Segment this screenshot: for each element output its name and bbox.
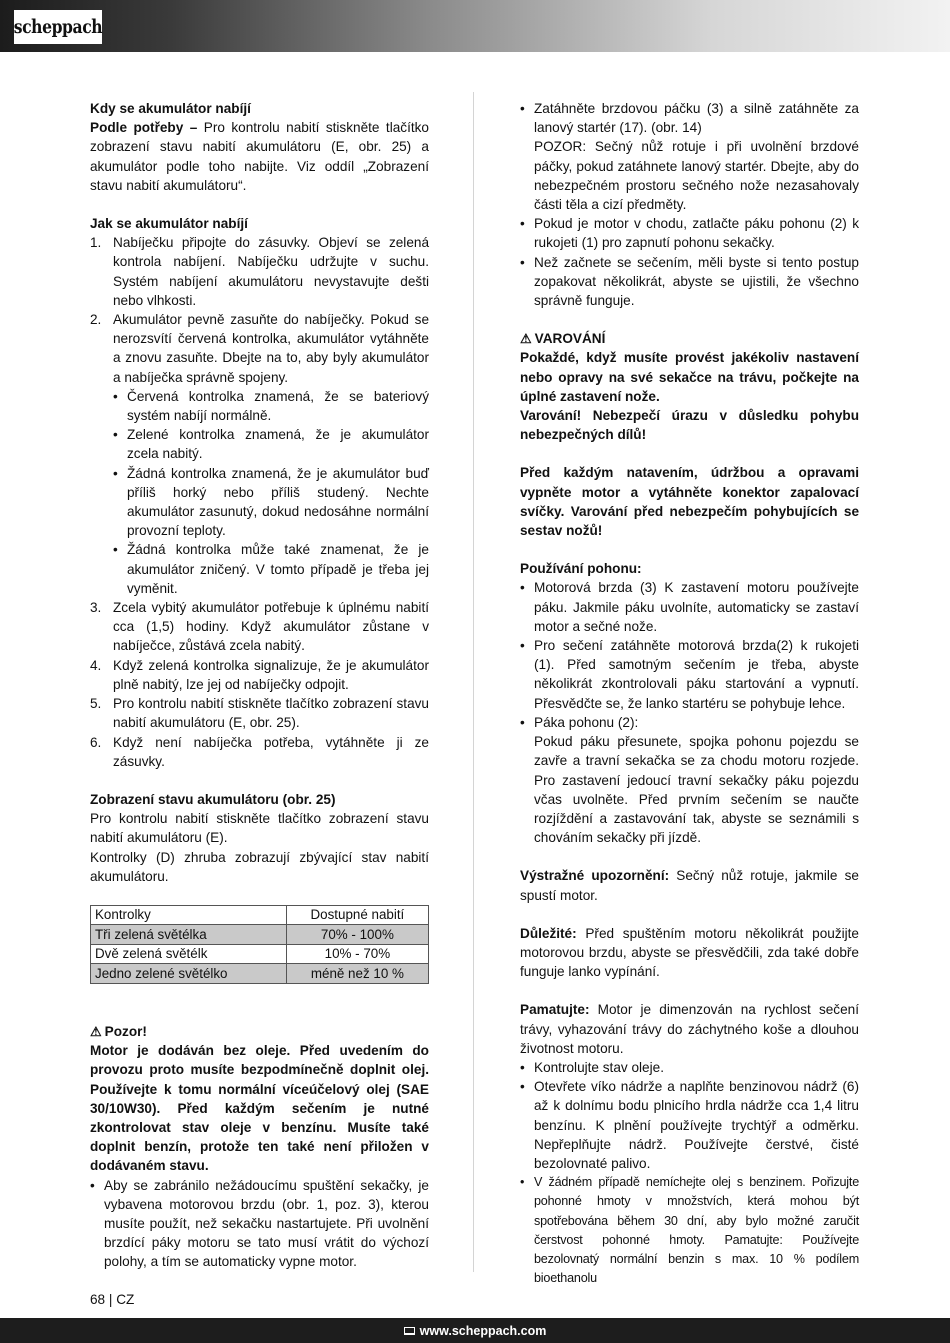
table-header-row bbox=[91, 905, 429, 925]
table-header-cell: Kontrolky bbox=[91, 905, 287, 925]
warning-triangle-icon: ⚠ bbox=[520, 331, 532, 347]
list-item: • Červená kontrolka znamená, že se bateriový systém nabíjí normálně. bbox=[113, 388, 429, 424]
list-item: 5. Pro kontrolu nabití stiskněte tlačítko zobrazení stavu nabití akumulátoru (E, obr. 25). bbox=[90, 696, 429, 731]
website-link[interactable]: www.scheppach.com bbox=[419, 1323, 547, 1338]
caution-heading: ⚠ Pozor! bbox=[90, 1022, 429, 1041]
list-item: 3. Zcela vybitý akumulátor potřebuje k úplnému nabití cca (1,5) hodiny. Když akumulátor zůstane v nabíječce, zůstává zcela nabitý. bbox=[90, 600, 429, 654]
section-title-charge-when: Kdy se akumulátor nabíjí bbox=[90, 101, 251, 116]
list-item: • Motorová brzda (3) K zastavení motoru používejte páku. Jakmile páku uvolníte, automaticky se zastaví motor a sečné nože. bbox=[520, 580, 859, 634]
paragraph-remember: Pamatujte: Motor je dimenzován na rychlost sečení trávy, vyhazování trávy do záchytného koše a dlouhou životnost motoru. bbox=[520, 1002, 859, 1056]
header-bar bbox=[0, 0, 950, 52]
list-item: • Pokud je motor v chodu, zatlačte páku pohonu (2) k rukojeti (1) pro zapnutí pohonu sekačky. bbox=[520, 216, 859, 251]
page-number: 68 | CZ bbox=[90, 1292, 135, 1307]
list-item: • V žádném případě nemíchejte olej s benzinem. Pořizujte pohonné hmoty v množstvích, která mohou být spotřebována během 30 dní, aby bylo možné zaručit čerstvost pohonné hmoty. Pamatujte: Používejte bezolovnatý normální benzin s max. 10 % podílem bioethanolu bbox=[520, 1175, 859, 1286]
table-row bbox=[91, 925, 429, 945]
right-column bbox=[520, 99, 859, 1288]
warning-text: Pokaždé, když musíte provést jakékoliv nastavení nebo opravy na své sekačce na trávu, počkejte na úplné zastavení nože. bbox=[520, 350, 859, 404]
list-item: • Zelené kontrolka znamená, že je akumulátor zcela nabitý. bbox=[113, 427, 429, 462]
paragraph: Kontrolky (D) zhruba zobrazují zbývající stav nabití akumulátoru. bbox=[90, 849, 429, 884]
list-item: 4. Když zelená kontrolka signalizuje, že je akumulátor plně nabitý, lze jej od nabíječky odpojit. bbox=[90, 657, 429, 692]
list-item: • Otevřete víko nádrže a naplňte benzinovou nádrž (6) až k dolnímu bodu plnicího hrdla nádrže cca 1,4 litru benzínu. K plnění používejte trychtýř a odměrku. Nepřeplňujte nádrž. Používejte čerstvé, čisté bezolovnaté palivo. bbox=[520, 1079, 859, 1171]
list-item: • Než začnete se sečením, měli byste si tento postup zopakovat několikrát, abyste se ujistili, že všechno správně funguje. bbox=[520, 254, 859, 309]
list-item: 1. Nabíječku připojte do zásuvky. Objeví se zelená kontrola nabíjení. Nabíječku udržujte v suchu. Systém nabíjení akumulátoru nevystavujte dešti nebo vlhkosti. bbox=[90, 235, 429, 308]
list-item: • Páka pohonu (2): Pokud páku přesunete, spojka pohonu pojezdu se zavře a travní sekačka se za chodu motoru rozjede. Pro zastavení jedoucí travní sekačky páku pojezdu včas uvolněte. Před prvním sečením se naučte rozjíždění a zastavování tak, abyste se seznámili s chováním sekačky při jízdě. bbox=[520, 714, 859, 846]
table-cell: 70% - 100% bbox=[286, 925, 428, 945]
section-title-status: Zobrazení stavu akumulátoru (obr. 25) bbox=[90, 791, 336, 807]
left-column bbox=[90, 99, 429, 1272]
list-item: • Pro sečení zatáhněte motorová brzda(2) k rukojeti (1). Před samotným sečením je třeba, abyste několikrát zkontrolovali páku startování a vypnutí. Přesvědčte se, že lanko startéru se pohybuje lehce. bbox=[520, 638, 859, 711]
list-item: • Zatáhněte brzdovou páčku (3) a silně zatáhněte za lanový startér (17). (obr. 14) POZOR: Sečný nůž rotuje i při uvolnění brzdové páčky, pokud zatáhnete lanový startér. Dbejte, aby do nebezpečném prostoru sečného nože nezasahovaly části těla a cizí předměty. bbox=[520, 101, 859, 213]
table-row bbox=[91, 964, 429, 984]
column-divider bbox=[473, 92, 474, 1272]
brand-logo: scheppach bbox=[14, 10, 102, 44]
paragraph-charge-when: Podle potřeby – Pro kontrolu nabití stiskněte tlačítko zobrazení stavu nabití akumulátoru (E, obr. 25) a akumulátor podle toho nabijte. Viz oddíl „Zobrazení stavu nabití akumulátoru“. bbox=[90, 120, 429, 193]
warning-triangle-icon: ⚠ bbox=[90, 1023, 102, 1039]
list-item: • Aby se zabránilo nežádoucímu spuštění sekačky, je vybavena motorovou brzdu (obr. 1, poz. 3), kterou musíte použít, než sekačku nastartujete. Při uvolnění brzdící páky motoru se tato musí vrátit do výchozí polohy, a tím se automaticky vypne motor. bbox=[90, 1177, 429, 1270]
table-cell: 10% - 70% bbox=[286, 944, 428, 964]
paragraph-important: Důležité: Před spuštěním motoru několikrát použijte motorovou brzdu, abyste se přesvědčili, zda také dobře funguje lanko vypínání. bbox=[520, 925, 859, 980]
table-cell: méně než 10 % bbox=[286, 964, 428, 984]
table-row bbox=[91, 944, 429, 964]
list-item: • Žádná kontrolka znamená, že je akumulátor buď příliš horký nebo příliš studený. Nechte akumulátor zasunutý, dokud nedosáhne normální provozní teploty. bbox=[113, 465, 429, 539]
list-item: • Kontrolujte stav oleje. bbox=[520, 1059, 664, 1075]
table-cell: Dvě zelená světélk bbox=[91, 944, 287, 964]
paragraph-notice: Výstražné upozornění: Sečný nůž rotuje, jakmile se spustí motor. bbox=[520, 868, 859, 903]
list-item: 6. Když není nabíječka potřeba, vytáhněte ji ze zásuvky. bbox=[90, 734, 429, 769]
list-item: 2. Akumulátor pevně zasuňte do nabíječky. Pokud se nerozsvítí červená kontrolka, akumulátor vytáhněte a znovu zasuňte. Dbejte na to, aby byly akumulátor a nabíječka správně spojeny. bbox=[90, 312, 429, 385]
charge-status-table bbox=[90, 905, 429, 984]
list-item: • Žádná kontrolka může také znamenat, že je akumulátor zničený. V tomto případě je třeba jej vyměnit. bbox=[113, 542, 429, 596]
warning-text: Varování! Nebezpečí úrazu v důsledku pohybu nebezpečných dílů! bbox=[520, 408, 859, 443]
monitor-icon bbox=[404, 1327, 415, 1335]
section-title-drive: Používání pohonu: bbox=[520, 561, 642, 577]
footer-bar bbox=[0, 1318, 950, 1343]
paragraph: Pro kontrolu nabití stiskněte tlačítko zobrazení stavu nabití akumulátoru (E). bbox=[90, 811, 429, 846]
warning-heading: ⚠ VAROVÁNÍ bbox=[520, 329, 859, 348]
caution-text: Motor je dodáván bez oleje. Před uvedením do provozu proto musíte bezpodmínečně doplnit olej. Používejte k tomu normální víceúčelový olej (SAE 30/10W30). Před každým sečením je nutné zkontrolovat stav oleje v benzínu. Musíte také doplnit benzín, protože ten také není přiložen v dodávaném stavu. bbox=[90, 1043, 429, 1174]
section-title-charge-how: Jak se akumulátor nabíjí bbox=[90, 216, 248, 232]
table-cell: Tři zelená světélka bbox=[91, 925, 287, 945]
warning-text: Před každým natavením, údržbou a opravami vypněte motor a vytáhněte konektor zapalovací svíčky. Varování před nebezpečím pohybujících se sestav nožů! bbox=[520, 465, 859, 539]
table-cell: Jedno zelené světélko bbox=[91, 964, 287, 984]
table-header-cell: Dostupné nabití bbox=[286, 905, 428, 925]
